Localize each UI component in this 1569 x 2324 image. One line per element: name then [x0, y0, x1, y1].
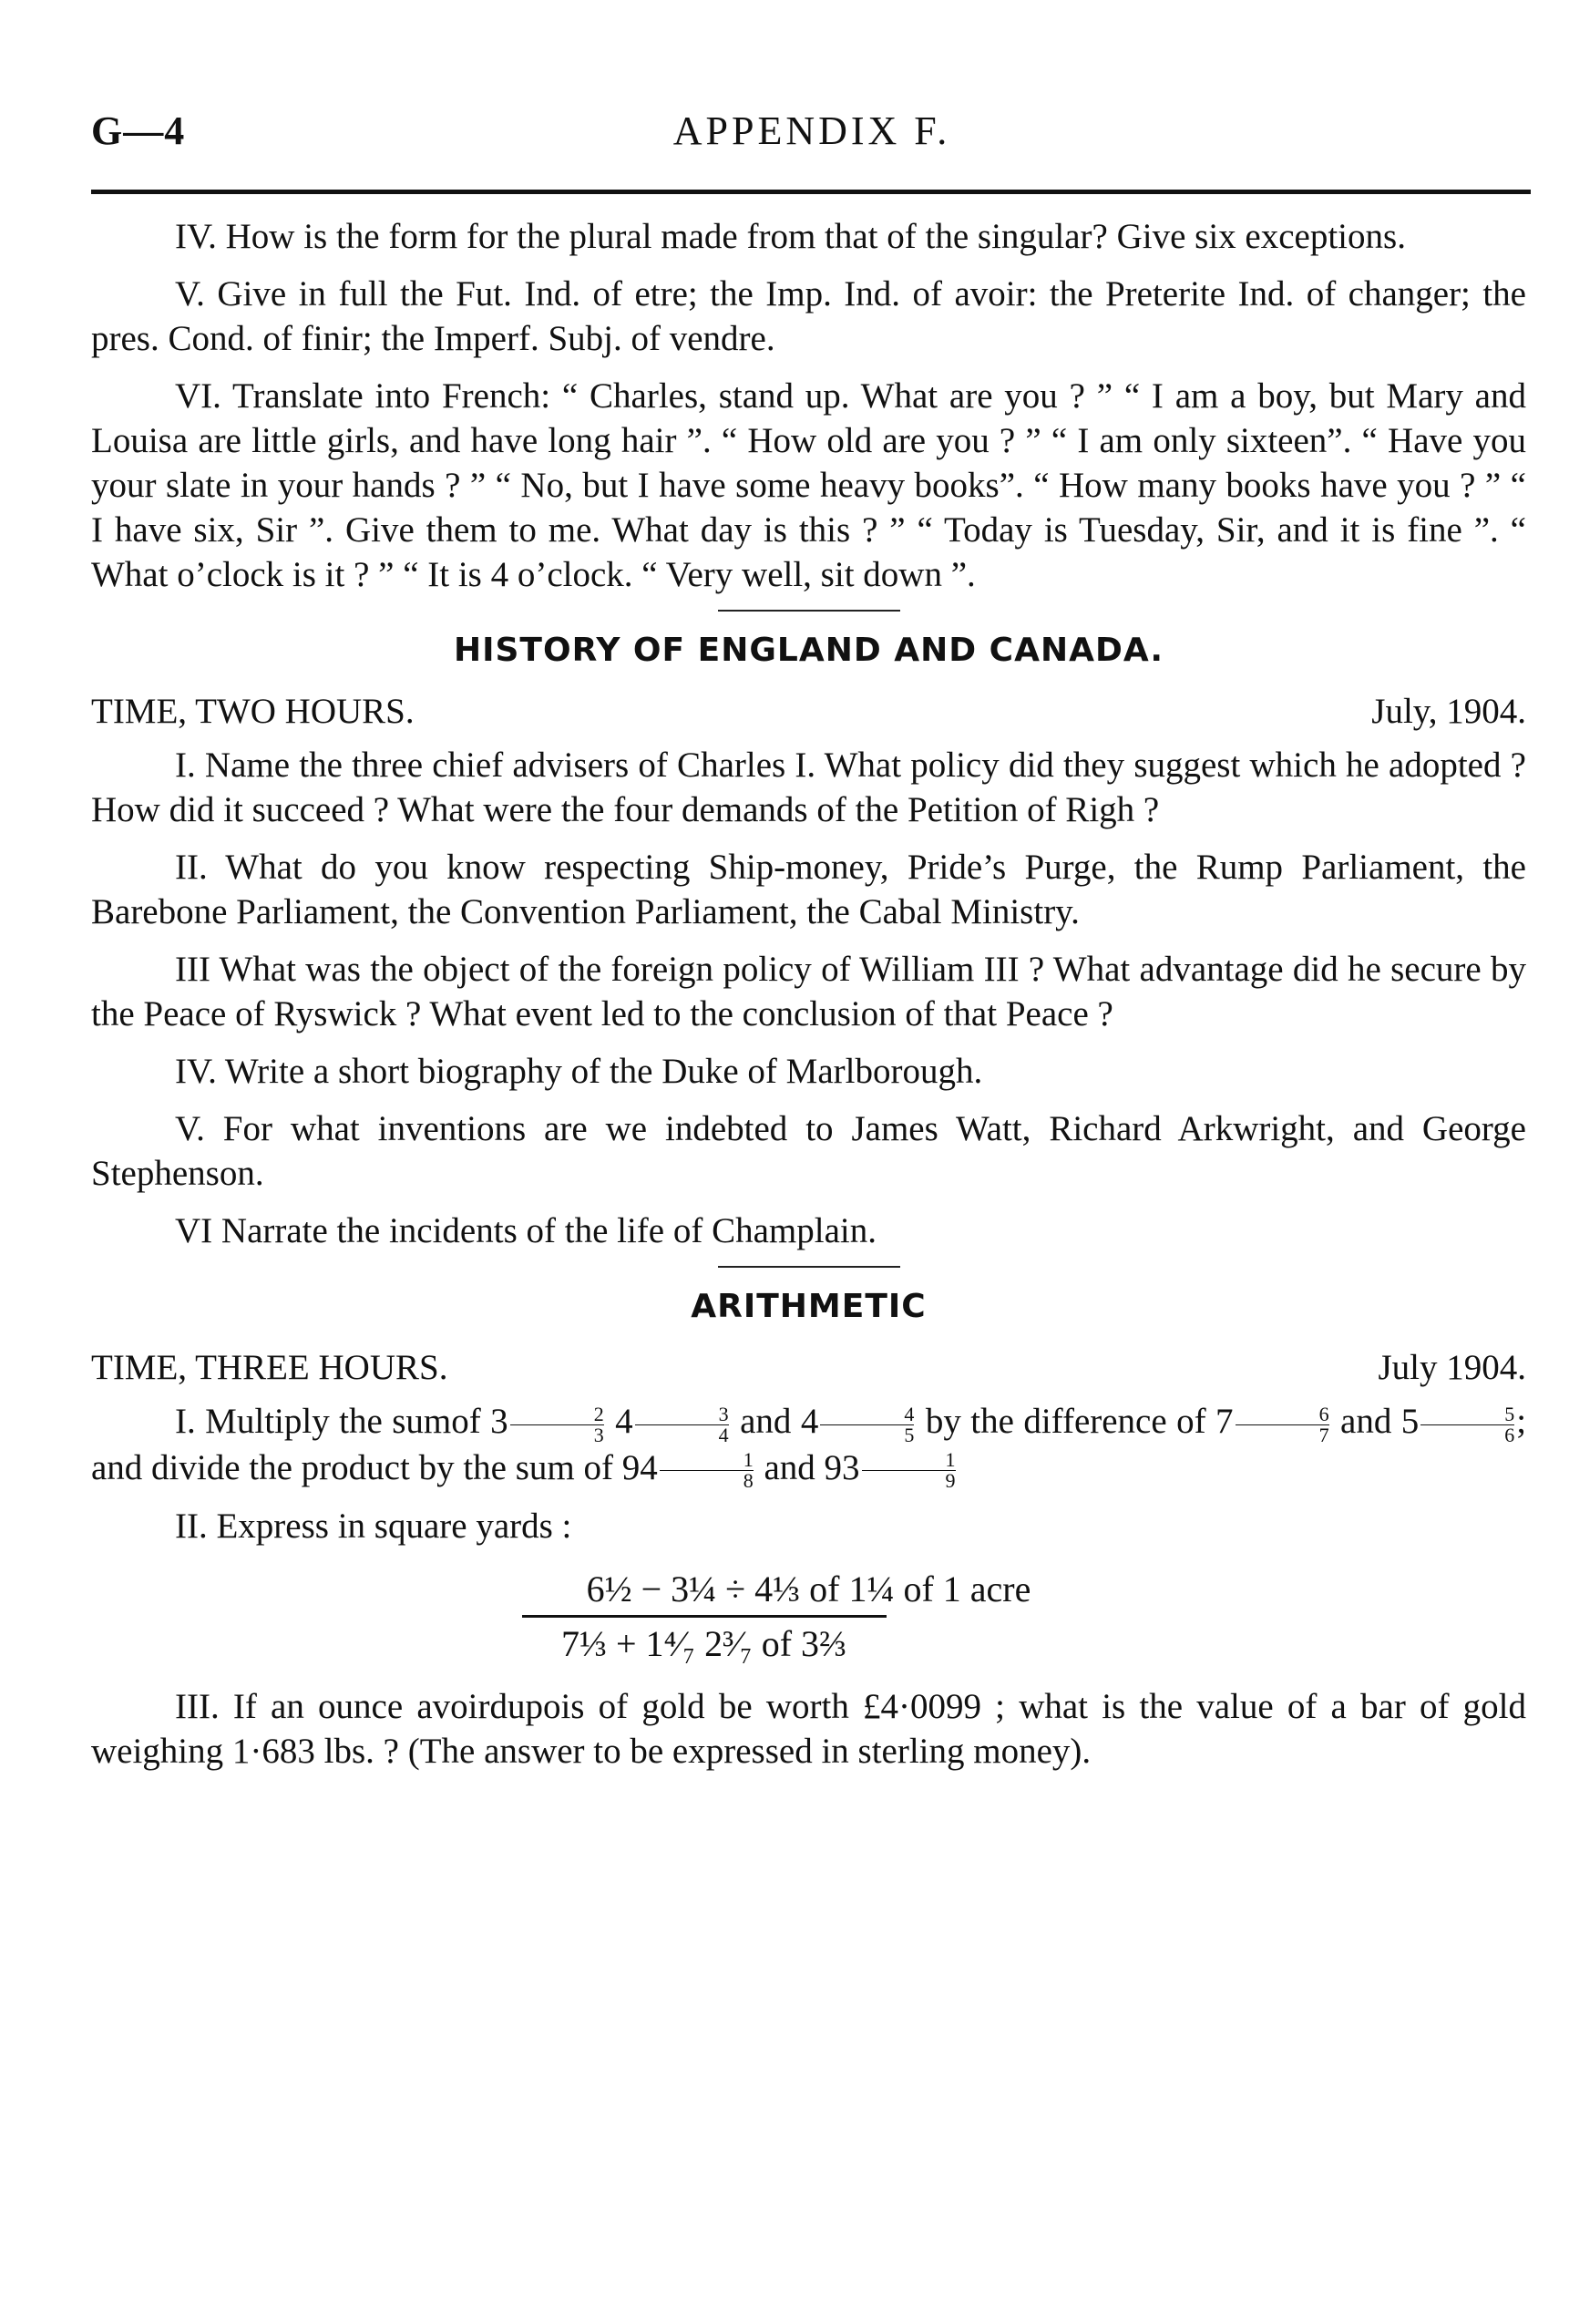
history-question-5: V. For what inventions are we indebted to James Watt, Richard Arkwright, and George Stephenson. — [91, 1109, 1526, 1193]
history-question-1: I. Name the three chief advisers of Charles I. What policy did they suggest which he adopted ? How did it succeed ? What were the four demands of the Petition of Righ ? — [91, 746, 1526, 829]
page-body — [91, 214, 1526, 1786]
fraction: $\frac{4}{5}$ — [820, 1404, 914, 1445]
q1-text-a: I. Multiply the sumof — [175, 1402, 481, 1441]
arithmetic-question-1: I. Multiply the sumof 3 $\frac{2}{3}$ 4 $\frac{3}{4}$ and 4 $\frac{4}{5}$ by the difference of 7 $\frac{6}{7}$ and 5 $\frac{5}{6}$ ; and divide the product by the sum of 94 $\frac{1}{8}$ and 93 $\frac{1}{9}$ — [91, 1402, 1527, 1493]
q1-text-f: and — [764, 1447, 815, 1487]
arithmetic-question-3: III. If an ounce avoirdupois of gold be worth £4·0099 ; what is the value of a bar of gold weighing 1·683 lbs. ? (The answer to be expressed in sterling money). — [91, 1687, 1526, 1772]
q1-text-d: and — [1340, 1402, 1392, 1441]
formula-numerator: 6½ − 3¼ ÷ 4⅓ of 1¼ of 1 acre — [586, 1568, 1031, 1610]
fraction: $\frac{1}{8}$ — [660, 1450, 754, 1491]
fraction: $\frac{2}{3}$ — [510, 1404, 604, 1445]
history-question-3: III What was the object of the foreign policy of William III ? What advantage did he secure by the Peace of Ryswick ? What event led to the conclusion of that Peace ? — [91, 950, 1526, 1033]
french-question-5: V. Give in full the Fut. Ind. of etre; the Imp. Ind. of avoir: the Preterite Ind. of changer; the pres. Cond. of finir; the Imperf. Subj. of vendre. — [91, 274, 1526, 358]
arithmetic-time: TIME, THREE HOURS. — [91, 1348, 448, 1387]
arithmetic-heading: ARITHMETIC — [691, 1288, 927, 1325]
fraction: $\frac{3}{4}$ — [635, 1404, 729, 1445]
history-question-2: II. What do you know respecting Ship-money, Pride’s Purge, the Rump Parliament, the Barebone Parliament, the Convention Parliament, the Cabal Ministry. — [91, 848, 1526, 931]
formula-denominator: 7⅓ + 1⁴⁄₇ 2³⁄₇ of 3⅔ — [560, 1623, 847, 1665]
history-time: TIME, TWO HOURS. — [91, 692, 415, 731]
running-header — [91, 108, 1533, 171]
history-question-4: IV. Write a short biography of the Duke of Marlborough. — [175, 1052, 983, 1091]
header-rule — [91, 190, 1531, 194]
french-question-4: IV. How is the form for the plural made from that of the singular? Give six exceptions. — [175, 217, 1406, 256]
page-title: APPENDIX F. — [672, 108, 951, 153]
fraction: $\frac{1}{9}$ — [862, 1450, 956, 1491]
compound-fraction-formula — [91, 1567, 1526, 1666]
section-divider — [718, 610, 900, 612]
fraction: $\frac{5}{6}$ — [1420, 1404, 1514, 1445]
q1-text-c: by the difference of — [925, 1402, 1206, 1441]
fraction: $\frac{6}{7}$ — [1236, 1404, 1329, 1445]
arithmetic-time-line — [91, 1345, 1526, 1390]
formula-bar — [522, 1615, 887, 1618]
french-question-6: VI. Translate into French: “ Charles, stand up. What are you ? ” “ I am a boy, but Mary and Louisa are little girls, and have long hair ”. “ How old are you ? ” “ I am only sixteen”. “ Have you your slate in your hands ? ” “ No, but I have some heavy books”. “ How many books have you ? ” “ I have six, Sir ”. Give them to me. What day is this ? ” “ Today is Tuesday, Sir, and it is fine ”. “ What o’clock is it ? ” “ It is 4 o’clock. “ Very well, sit down ”. — [91, 376, 1526, 594]
history-question-6: VI Narrate the incidents of the life of Champlain. — [175, 1211, 877, 1250]
q1-text-b: and — [740, 1402, 792, 1441]
arithmetic-question-2: II. Express in square yards : — [175, 1506, 572, 1547]
arithmetic-date: July 1904. — [1378, 1348, 1526, 1387]
q1-text-e: ; and divide the product by the sum of — [91, 1402, 1527, 1487]
history-time-line — [91, 689, 1526, 734]
history-date: July, 1904. — [1371, 692, 1526, 731]
history-heading: HISTORY OF ENGLAND AND CANADA. — [453, 632, 1164, 669]
page-number: G—4 — [91, 108, 186, 153]
section-divider — [718, 1266, 900, 1268]
